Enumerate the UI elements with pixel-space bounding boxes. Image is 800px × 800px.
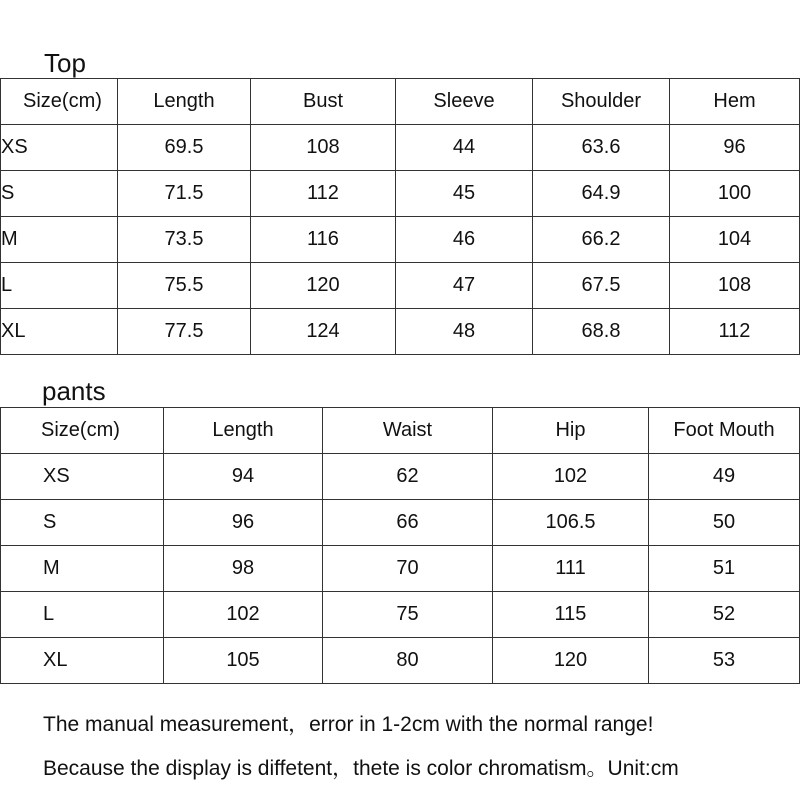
- pants-size-table: [0, 407, 800, 684]
- top-value-cell: 64.9: [533, 171, 670, 217]
- pants-size-cell: XL: [1, 638, 164, 684]
- pants-value-cell: 111: [493, 546, 649, 592]
- top-size-cell: L: [1, 263, 118, 309]
- pants-value-cell: 102: [164, 592, 323, 638]
- pants-value-cell: 96: [164, 500, 323, 546]
- pants-value-cell: 98: [164, 546, 323, 592]
- pants-size-cell: S: [1, 500, 164, 546]
- measurement-note: The manual measurement，error in 1-2cm with the normal range!: [43, 713, 654, 736]
- top-size-table: [0, 78, 800, 355]
- pants-value-cell: 115: [493, 592, 649, 638]
- pants-section-title: pants: [42, 376, 106, 406]
- top-size-cell: XS: [1, 125, 118, 171]
- top-header-row: [1, 79, 800, 125]
- pants-value-cell: 105: [164, 638, 323, 684]
- top-value-cell: 75.5: [118, 263, 251, 309]
- pants-value-cell: 106.5: [493, 500, 649, 546]
- pants-value-cell: 51: [649, 546, 800, 592]
- top-size-cell: S: [1, 171, 118, 217]
- pants-value-cell: 102: [493, 454, 649, 500]
- top-table-row: [1, 309, 800, 355]
- top-table-row: [1, 263, 800, 309]
- pants-value-cell: 62: [323, 454, 493, 500]
- top-value-cell: 73.5: [118, 217, 251, 263]
- top-value-cell: 71.5: [118, 171, 251, 217]
- top-value-cell: 104: [670, 217, 800, 263]
- top-value-cell: 45: [396, 171, 533, 217]
- pants-value-cell: 70: [323, 546, 493, 592]
- pants-table-row: [1, 454, 800, 500]
- pants-size-cell: L: [1, 592, 164, 638]
- pants-value-cell: 94: [164, 454, 323, 500]
- top-value-cell: 108: [251, 125, 396, 171]
- pants-header-cell: Length: [164, 408, 323, 454]
- pants-table-row: [1, 546, 800, 592]
- pants-header-row: [1, 408, 800, 454]
- top-value-cell: 77.5: [118, 309, 251, 355]
- pants-value-cell: 66: [323, 500, 493, 546]
- top-value-cell: 68.8: [533, 309, 670, 355]
- pants-value-cell: 52: [649, 592, 800, 638]
- top-header-cell: Bust: [251, 79, 396, 125]
- pants-value-cell: 53: [649, 638, 800, 684]
- pants-value-cell: 120: [493, 638, 649, 684]
- top-header-cell: Hem: [670, 79, 800, 125]
- top-value-cell: 46: [396, 217, 533, 263]
- top-value-cell: 96: [670, 125, 800, 171]
- top-header-cell: Size(cm): [1, 79, 118, 125]
- top-value-cell: 67.5: [533, 263, 670, 309]
- top-value-cell: 112: [251, 171, 396, 217]
- top-value-cell: 63.6: [533, 125, 670, 171]
- pants-value-cell: 80: [323, 638, 493, 684]
- top-table-row: [1, 217, 800, 263]
- top-header-cell: Sleeve: [396, 79, 533, 125]
- pants-value-cell: 49: [649, 454, 800, 500]
- pants-header-cell: Waist: [323, 408, 493, 454]
- top-table-row: [1, 171, 800, 217]
- top-section-title: Top: [44, 48, 86, 78]
- top-table-row: [1, 125, 800, 171]
- pants-table-row: [1, 592, 800, 638]
- pants-table-row: [1, 500, 800, 546]
- pants-header-cell: Hip: [493, 408, 649, 454]
- top-value-cell: 100: [670, 171, 800, 217]
- top-header-cell: Shoulder: [533, 79, 670, 125]
- pants-header-cell: Foot Mouth: [649, 408, 800, 454]
- top-value-cell: 47: [396, 263, 533, 309]
- top-value-cell: 124: [251, 309, 396, 355]
- top-size-cell: XL: [1, 309, 118, 355]
- pants-header-cell: Size(cm): [1, 408, 164, 454]
- pants-value-cell: 75: [323, 592, 493, 638]
- top-value-cell: 108: [670, 263, 800, 309]
- top-value-cell: 66.2: [533, 217, 670, 263]
- top-value-cell: 116: [251, 217, 396, 263]
- top-value-cell: 48: [396, 309, 533, 355]
- pants-size-cell: XS: [1, 454, 164, 500]
- pants-value-cell: 50: [649, 500, 800, 546]
- top-value-cell: 69.5: [118, 125, 251, 171]
- top-header-cell: Length: [118, 79, 251, 125]
- pants-table-row: [1, 638, 800, 684]
- pants-size-cell: M: [1, 546, 164, 592]
- top-value-cell: 44: [396, 125, 533, 171]
- top-value-cell: 112: [670, 309, 800, 355]
- top-value-cell: 120: [251, 263, 396, 309]
- top-size-cell: M: [1, 217, 118, 263]
- color-unit-note: Because the display is diffetent，thete is color chromatism。Unit:cm: [43, 757, 679, 780]
